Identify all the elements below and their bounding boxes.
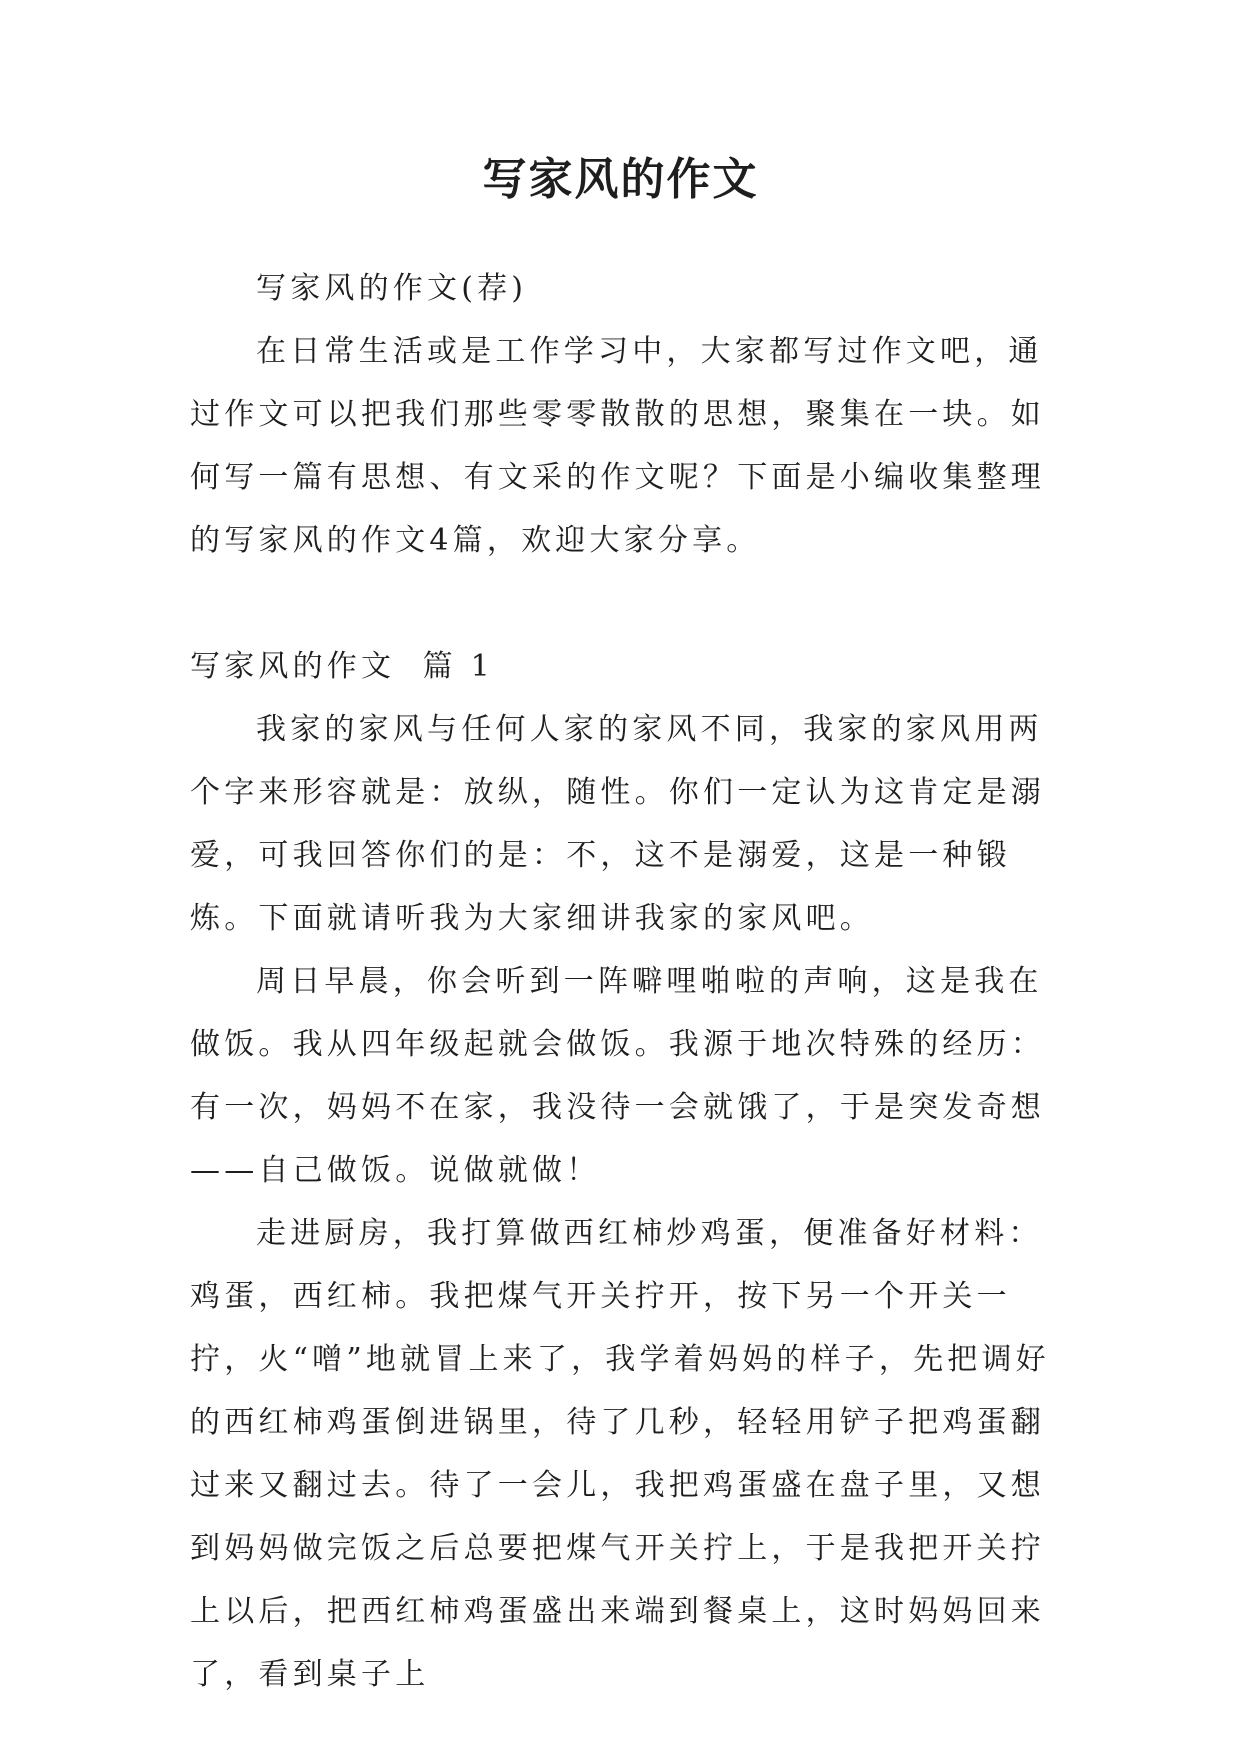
document-body [190,257,1050,1706]
body-paragraph-3: 走进厨房，我打算做西红柿炒鸡蛋，便准备好材料：鸡蛋，西红柿。我把煤气开关拧开，按下另一个开关一拧，火“噌”地就冒上来了，我学着妈妈的样子，先把调好的西红柿鸡蛋倒进锅里，待了几秒，轻轻用铲子把鸡蛋翻过来又翻过去。待了一会儿，我把鸡蛋盛在盘子里，又想到妈妈做完饭之后总要把煤气开关拧上，于是我把开关拧上以后，把西红柿鸡蛋盛出来端到餐桌上，这时妈妈回来了，看到桌子上 [190,1216,1050,1692]
body-paragraph-1: 我家的家风与任何人家的家风不同，我家的家风用两个字来形容就是：放纵，随性。你们一定认为这肯定是溺爱，可我回答你们的是：不，这不是溺爱，这是一种锻炼。下面就请听我为大家细讲我家的家风吧。 [190,712,1045,936]
intro-paragraph: 在日常生活或是工作学习中，大家都写过作文吧，通过作文可以把我们那些零零散散的思想，聚集在一块。如何写一篇有思想、有文采的作文呢？下面是小编收集整理的写家风的作文4篇，欢迎大家分享。 [190,334,1045,558]
document-title: 写家风的作文 [482,154,759,205]
body-paragraph-2: 周日早晨，你会听到一阵噼哩啪啦的声响，这是我在做饭。我从四年级起就会做饭。我源于地次特殊的经历：有一次，妈妈不在家，我没待一会就饿了，于是突发奇想——自己做饭。说做就做！ [190,964,1045,1188]
document-subtitle: 写家风的作文(荐) [256,271,528,306]
section-heading: 写家风的作文 篇 1 [190,649,494,684]
